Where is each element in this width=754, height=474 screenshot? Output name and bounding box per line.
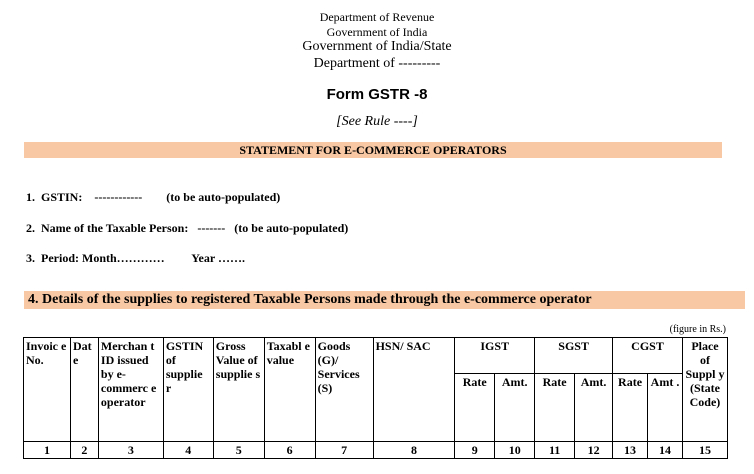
supplies-table [23, 337, 728, 459]
see-rule: [See Rule ----] [336, 114, 418, 129]
col-number-5: 5 [213, 442, 264, 459]
col-number-6: 6 [264, 442, 315, 459]
cgst-amt: Amt . [648, 374, 683, 442]
form-title: Form GSTR -8 [326, 86, 428, 103]
col-sgst: SGST [535, 338, 613, 374]
col-number-14: 14 [648, 442, 683, 459]
statement-title: STATEMENT FOR E-COMMERCE OPERATORS [24, 142, 722, 158]
col-hsn-sac: HSN/ SAC [373, 338, 455, 442]
col-number-15: 15 [682, 442, 727, 459]
item-taxable-person: 2. Name of the Taxable Person: ------- (to be auto-populated) [26, 221, 349, 235]
col-number-10: 10 [495, 442, 535, 459]
col-place-of-supply: Place of Suppl y (State Code) [682, 338, 727, 442]
col-igst: IGST [455, 338, 535, 374]
item-period: 3. Period: Month………… Year ……. [26, 251, 245, 265]
header-government: Government of India [326, 25, 428, 39]
col-number-12: 12 [575, 442, 613, 459]
col-date: Dat e [70, 338, 98, 442]
col-gross-value: Gross Value of supplie s [213, 338, 264, 442]
col-number-2: 2 [70, 442, 98, 459]
column-number-row [24, 442, 728, 459]
col-number-1: 1 [24, 442, 71, 459]
col-number-3: 3 [98, 442, 163, 459]
section-4-title: 4. Details of the supplies to registered Taxable Persons made through the e-commerce operator [28, 292, 592, 307]
col-number-13: 13 [613, 442, 648, 459]
item-gstin: 1. GSTIN: ------------ (to be auto-populated) [26, 190, 281, 204]
col-number-11: 11 [535, 442, 575, 459]
section-4-header [24, 291, 745, 309]
col-goods-services: Goods (G)/ Services (S) [315, 338, 373, 442]
cgst-rate: Rate [613, 374, 648, 442]
col-number-7: 7 [315, 442, 373, 459]
header-government-state: Government of India/State [302, 39, 452, 54]
col-gstin: GSTIN of supplie r [163, 338, 213, 442]
igst-rate: Rate [455, 374, 495, 442]
sgst-rate: Rate [535, 374, 575, 442]
col-cgst: CGST [613, 338, 683, 374]
figure-note: (figure in Rs.) [669, 324, 726, 335]
col-merchant-id: Merchan t ID issued by e- commerc e operator [98, 338, 163, 442]
header-department: Department of Revenue [319, 10, 435, 24]
col-taxable-value: Taxabl e value [264, 338, 315, 442]
col-invoice-no: Invoic e No. [24, 338, 71, 442]
sgst-amt: Amt. [575, 374, 613, 442]
col-number-8: 8 [373, 442, 455, 459]
table-header-row [24, 338, 728, 374]
col-number-4: 4 [163, 442, 213, 459]
igst-amt: Amt. [495, 374, 535, 442]
header-department-of: Department of --------- [313, 56, 441, 71]
col-number-9: 9 [455, 442, 495, 459]
